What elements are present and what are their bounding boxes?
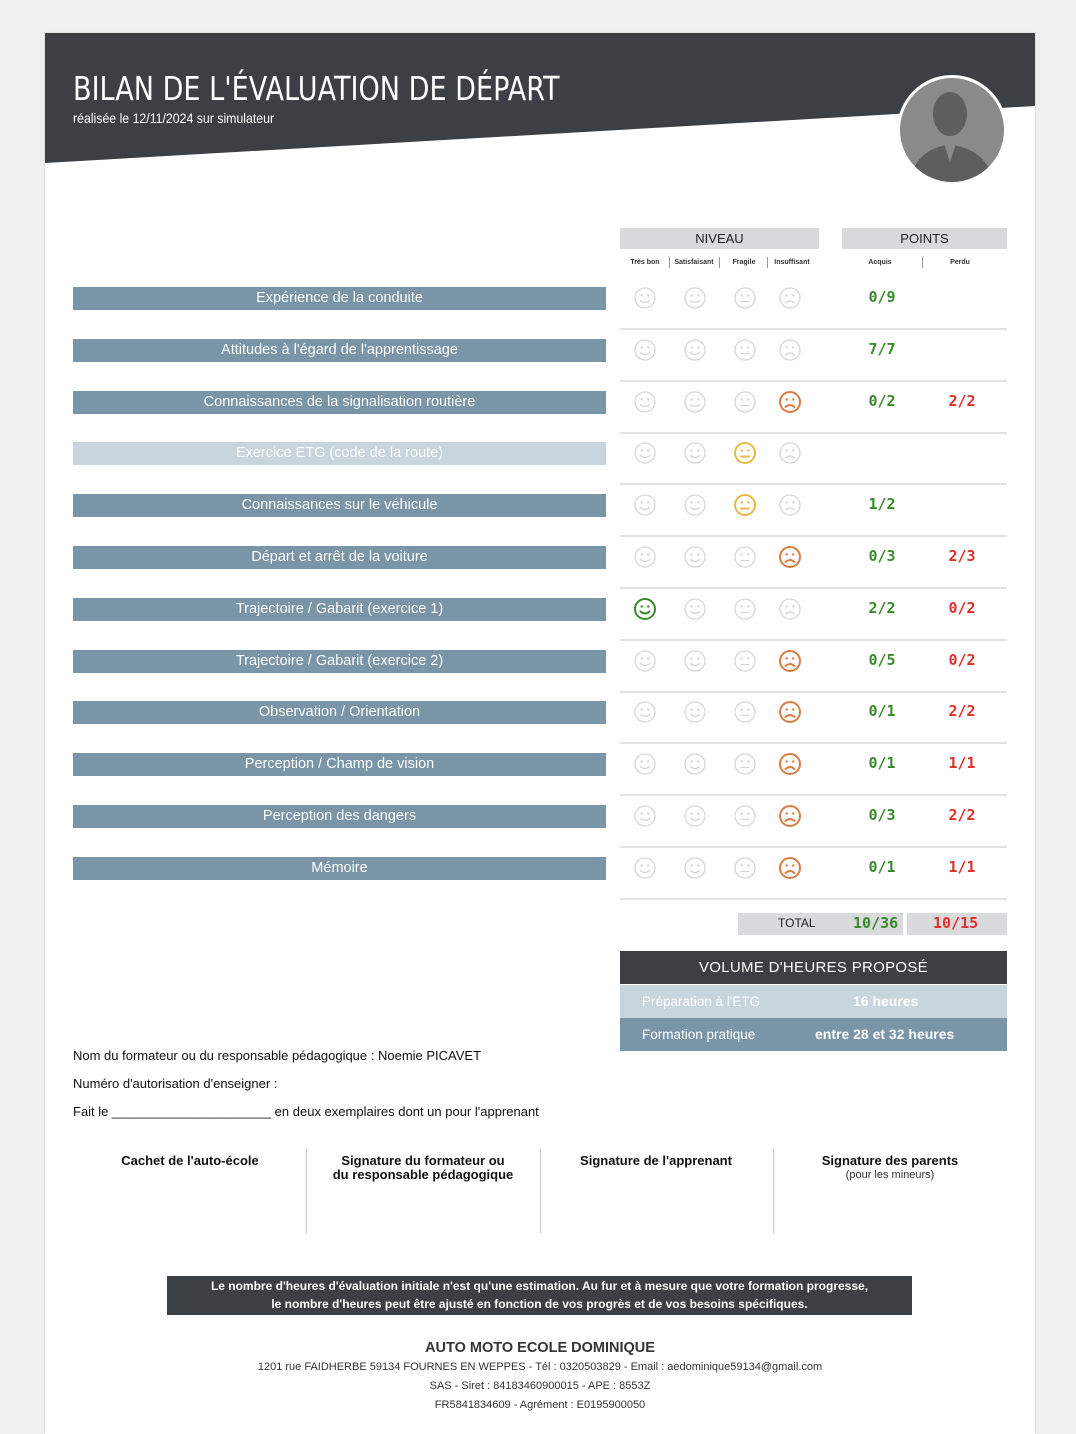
page-subtitle: réalisée le 12/11/2024 sur simulateur xyxy=(73,110,275,126)
row-divider xyxy=(620,432,1007,434)
tres-bon-face-icon xyxy=(633,390,657,414)
criterion-label: Perception / Champ de vision xyxy=(73,753,606,776)
divider xyxy=(306,1149,307,1233)
total-lost: 10/15 xyxy=(933,914,979,932)
criterion-label: Trajectoire / Gabarit (exercice 2) xyxy=(73,650,606,673)
fragile-face-icon xyxy=(733,597,757,621)
user-silhouette-icon xyxy=(900,78,1004,182)
row-divider xyxy=(620,846,1007,848)
acquis-label: Acquis xyxy=(868,259,892,266)
fragile-face-icon xyxy=(733,856,757,880)
row-divider xyxy=(620,691,1007,693)
satisfaisant-face-icon xyxy=(683,856,707,880)
satisfaisant-face-icon xyxy=(683,700,707,724)
perdu-label: Perdu xyxy=(950,259,970,266)
divider xyxy=(540,1149,541,1233)
tres-bon-face-icon xyxy=(633,700,657,724)
criterion-label: Mémoire xyxy=(73,857,606,880)
school-address: 1201 rue FAIDHERBE 59134 FOURNES EN WEPPES - Tél : 0320503829 - Email : aedominique59134@gmail.com xyxy=(257,1361,823,1373)
insuffisant-face-icon xyxy=(778,856,802,880)
insuffisant-face-icon xyxy=(778,338,802,362)
fragile-face-icon xyxy=(733,390,757,414)
row-divider xyxy=(620,483,1007,485)
points-acquired: 2/2 xyxy=(868,598,896,617)
parents-signature-note: (pour les mineurs) xyxy=(845,1169,935,1181)
tres-bon-face-icon xyxy=(633,441,657,465)
total-label: TOTAL xyxy=(778,916,816,930)
tres-bon-face-icon xyxy=(633,597,657,621)
niveau-header: NIVEAU xyxy=(620,228,819,249)
points-acquired: 7/7 xyxy=(868,339,896,358)
tres-bon-face-icon xyxy=(633,338,657,362)
volume-etg-value: 16 heures xyxy=(853,993,919,1009)
fragile-face-icon xyxy=(733,649,757,673)
page-title: BILAN DE L'ÉVALUATION DE DÉPART xyxy=(73,69,560,108)
level-label-tres-bon: Très bon xyxy=(630,259,660,266)
tres-bon-face-icon xyxy=(633,649,657,673)
estimation-notice xyxy=(167,1276,912,1315)
volume-practice-row xyxy=(620,1018,1007,1051)
row-divider xyxy=(620,794,1007,796)
satisfaisant-face-icon xyxy=(683,752,707,776)
volume-etg-row xyxy=(620,985,1007,1018)
points-lost: 0/2 xyxy=(948,650,976,669)
points-acquired: 0/2 xyxy=(868,391,896,410)
tres-bon-face-icon xyxy=(633,493,657,517)
criterion-label: Connaissances de la signalisation routière xyxy=(73,391,606,414)
school-agrement: FR5841834609 - Agrément : E0195900050 xyxy=(434,1399,646,1411)
insuffisant-face-icon xyxy=(778,390,802,414)
stamp-label: Cachet de l'auto-école xyxy=(121,1153,259,1168)
fragile-face-icon xyxy=(733,493,757,517)
satisfaisant-face-icon xyxy=(683,286,707,310)
done-date: Fait le ______________________ en deux exemplaires dont un pour l'apprenant xyxy=(73,1104,539,1119)
fragile-face-icon xyxy=(733,441,757,465)
points-acquired: 0/9 xyxy=(868,288,896,306)
row-divider xyxy=(620,742,1007,744)
insuffisant-face-icon xyxy=(778,700,802,724)
school-siret: SAS - Siret : 84183460900015 - APE : 8553Z xyxy=(429,1380,651,1392)
level-label-fragile: Fragile xyxy=(732,259,756,266)
row-divider xyxy=(620,328,1007,330)
fragile-face-icon xyxy=(733,338,757,362)
criterion-label: Connaissances sur le véhicule xyxy=(73,494,606,517)
fragile-face-icon xyxy=(733,286,757,310)
satisfaisant-face-icon xyxy=(683,804,707,828)
tres-bon-face-icon xyxy=(633,545,657,569)
insuffisant-face-icon xyxy=(778,493,802,517)
notice-line-1: Le nombre d'heures d'évaluation initiale n'est qu'une estimation. Au fur et à mesure que votre formation progresse, xyxy=(210,1279,869,1293)
total-acquired: 10/36 xyxy=(853,914,899,932)
points-acquired: 0/5 xyxy=(868,650,896,669)
points-lost: 1/1 xyxy=(948,754,976,773)
points-lost: 2/2 xyxy=(948,391,976,410)
satisfaisant-face-icon xyxy=(683,597,707,621)
satisfaisant-face-icon xyxy=(683,441,707,465)
points-acquired: 0/1 xyxy=(868,702,896,721)
criterion-label: Expérience de la conduite xyxy=(73,287,606,310)
volume-title: VOLUME D'HEURES PROPOSÉ xyxy=(620,951,1007,984)
tres-bon-face-icon xyxy=(633,804,657,828)
volume-practice-label: Formation pratique xyxy=(642,1027,756,1042)
criterion-label: Exercice ETG (code de la route) xyxy=(73,442,606,465)
points-lost: 1/1 xyxy=(948,857,976,876)
fragile-face-icon xyxy=(733,804,757,828)
volume-practice-value: entre 28 et 32 heures xyxy=(815,1026,955,1042)
satisfaisant-face-icon xyxy=(683,649,707,673)
tres-bon-face-icon xyxy=(633,286,657,310)
volume-etg-label: Préparation à l'ETG xyxy=(642,994,761,1009)
points-lost: 2/3 xyxy=(948,547,976,565)
satisfaisant-face-icon xyxy=(683,493,707,517)
criterion-label: Trajectoire / Gabarit (exercice 1) xyxy=(73,598,606,621)
fragile-face-icon xyxy=(733,545,757,569)
points-lost: 0/2 xyxy=(948,598,976,617)
trainer-signature-label-1: Signature du formateur ou xyxy=(341,1153,505,1168)
authorization-number: Numéro d'autorisation d'enseigner : xyxy=(73,1076,278,1091)
row-divider xyxy=(620,587,1007,589)
notice-line-2: le nombre d'heures peut être ajusté en fonction de vos progrès et de vos besoins spécifiques. xyxy=(271,1297,808,1311)
insuffisant-face-icon xyxy=(778,286,802,310)
row-divider xyxy=(620,380,1007,382)
avatar xyxy=(897,75,1007,185)
fragile-face-icon xyxy=(733,752,757,776)
criterion-label: Observation / Orientation xyxy=(73,701,606,724)
divider xyxy=(922,257,923,268)
row-divider xyxy=(620,535,1007,537)
divider xyxy=(773,1149,774,1233)
evaluation-sheet xyxy=(45,33,1035,1434)
tres-bon-face-icon xyxy=(633,752,657,776)
criterion-label: Perception des dangers xyxy=(73,805,606,828)
points-acquired: 0/1 xyxy=(868,754,896,773)
learner-signature-label: Signature de l'apprenant xyxy=(580,1153,732,1168)
points-acquired: 0/3 xyxy=(868,547,896,565)
points-acquired: 0/1 xyxy=(868,857,896,876)
tres-bon-face-icon xyxy=(633,856,657,880)
row-divider xyxy=(620,898,1007,900)
criterion-label: Attitudes à l'égard de l'apprentissage xyxy=(73,339,606,362)
insuffisant-face-icon xyxy=(778,597,802,621)
insuffisant-face-icon xyxy=(778,752,802,776)
satisfaisant-face-icon xyxy=(683,338,707,362)
points-lost: 2/2 xyxy=(948,702,976,721)
level-label-satisfaisant: Satisfaisant xyxy=(674,259,714,266)
satisfaisant-face-icon xyxy=(683,390,707,414)
points-acquired: 1/2 xyxy=(868,495,896,514)
satisfaisant-face-icon xyxy=(683,545,707,569)
insuffisant-face-icon xyxy=(778,804,802,828)
points-header: POINTS xyxy=(842,228,1007,249)
trainer-name: Nom du formateur ou du responsable pédagogique : Noemie PICAVET xyxy=(73,1048,482,1063)
points-acquired: 0/3 xyxy=(868,806,896,824)
school-name: AUTO MOTO ECOLE DOMINIQUE xyxy=(425,1340,655,1356)
parents-signature-label: Signature des parents xyxy=(821,1153,959,1168)
insuffisant-face-icon xyxy=(778,649,802,673)
points-lost: 2/2 xyxy=(948,806,976,824)
criterion-label: Départ et arrêt de la voiture xyxy=(73,546,606,569)
trainer-signature-label-2: du responsable pédagogique xyxy=(332,1167,514,1182)
insuffisant-face-icon xyxy=(778,441,802,465)
fragile-face-icon xyxy=(733,700,757,724)
level-label-insuffisant: Insuffisant xyxy=(774,259,810,266)
row-divider xyxy=(620,639,1007,641)
insuffisant-face-icon xyxy=(778,545,802,569)
